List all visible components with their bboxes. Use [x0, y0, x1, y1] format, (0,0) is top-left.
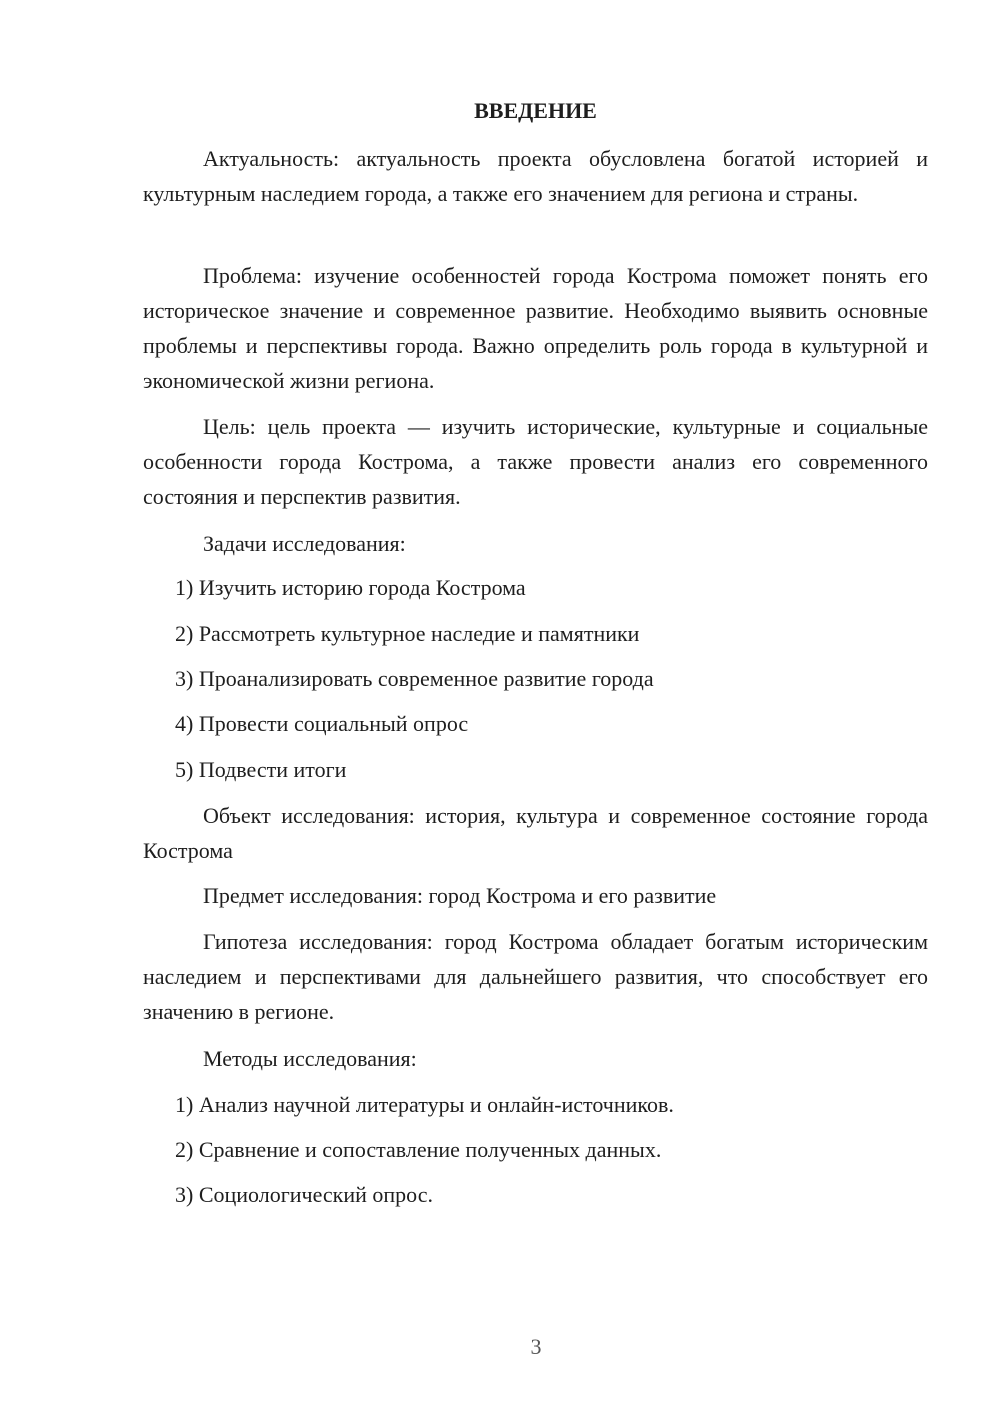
- task-item: 3) Проанализировать современное развитие города: [175, 666, 654, 691]
- section-heading: ВВЕДЕНИЕ: [474, 98, 597, 123]
- relevance-paragraph: Актуальность: актуальность проекта обусловлена богатой историей и культурным наследием города, а также его значением для региона и страны.: [143, 146, 928, 206]
- method-item: 3) Социологический опрос.: [175, 1182, 433, 1207]
- method-item: 1) Анализ научной литературы и онлайн-источников.: [175, 1092, 674, 1117]
- task-item: 2) Рассмотреть культурное наследие и памятники: [175, 621, 640, 646]
- subject-paragraph: Предмет исследования: город Кострома и его развитие: [203, 883, 717, 908]
- methods-title: Методы исследования:: [203, 1046, 417, 1071]
- task-item: 4) Провести социальный опрос: [175, 711, 469, 736]
- problem-paragraph: Проблема: изучение особенностей города Кострома поможет понять его историческое значение и современное развитие. Необходимо выявить основные проблемы и перспективы города. Важно определить роль города в культурной и экономической жизни региона.: [143, 263, 928, 393]
- method-item: 2) Сравнение и сопоставление полученных данных.: [175, 1137, 662, 1162]
- goal-paragraph: Цель: цель проекта — изучить исторические, культурные и социальные особенности города Кострома, а также провести анализ его современного состояния и перспектив развития.: [143, 414, 928, 509]
- task-item: 1) Изучить историю города Кострома: [175, 575, 526, 600]
- page-number: 3: [530, 1334, 542, 1359]
- object-paragraph: Объект исследования: история, культура и современное состояние города Кострома: [143, 803, 928, 863]
- hypothesis-paragraph: Гипотеза исследования: город Кострома обладает богатым историческим наследием и перспективами для дальнейшего развития, что способствует его значению в регионе.: [143, 929, 928, 1024]
- task-item: 5) Подвести итоги: [175, 757, 347, 782]
- tasks-title: Задачи исследования:: [203, 531, 406, 556]
